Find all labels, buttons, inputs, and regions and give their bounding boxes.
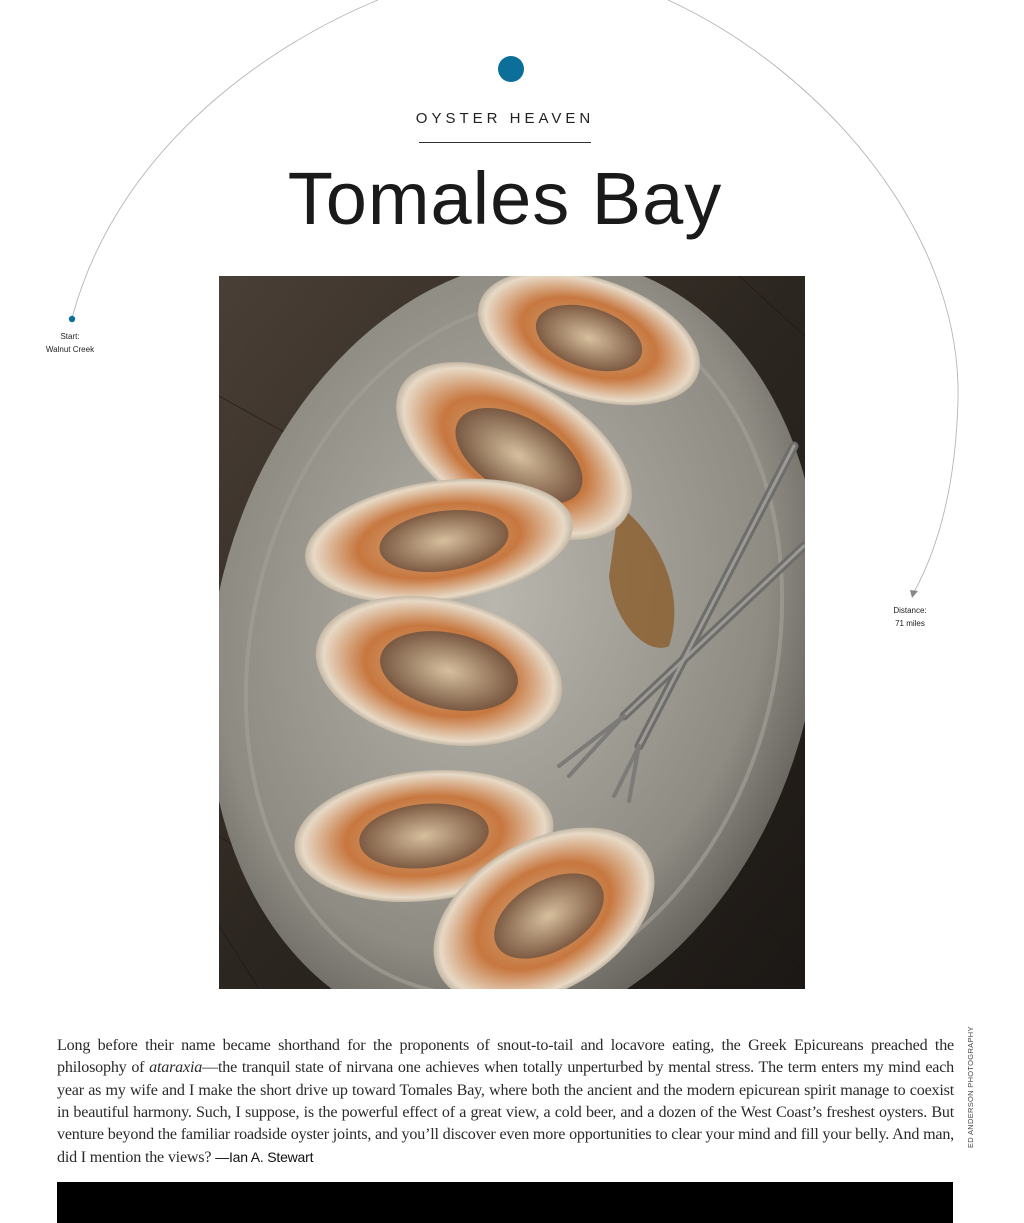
page-title: Tomales Bay bbox=[287, 157, 723, 240]
start-marker bbox=[69, 316, 75, 322]
distance-label: Distance: bbox=[893, 606, 927, 615]
route-start-label bbox=[30, 330, 110, 356]
start-place: Walnut Creek bbox=[45, 345, 95, 354]
section-dot bbox=[498, 56, 524, 82]
article-italic-term: ataraxia bbox=[149, 1059, 203, 1077]
distance-arrow-icon bbox=[910, 590, 918, 598]
kicker-underline bbox=[419, 142, 591, 143]
section-kicker: OYSTER HEAVEN bbox=[415, 110, 595, 127]
article-byline: —Ian A. Stewart bbox=[215, 1149, 314, 1166]
article-body bbox=[57, 1035, 954, 1169]
article-text-part-1: Long before their name became shorthand for the proponents of snout-to-tail and locavore eating, the Greek Epicureans preached the philosophy of bbox=[57, 1037, 954, 1077]
article-text-part-2: —the tranquil state of nirvana one achieves when totally unperturbed by mental stress. The term enters my mind each year as my wife and I make the short drive up toward Tomales Bay, where both the ancient and the modern epicurean spirit manage to coexist in beautiful harmony. Such, I suppose, is the powerful effect of a great view, a cold beer, and a dozen of the West Coast’s freshest oysters. But venture beyond the familiar roadside oyster joints, and you’ll discover even more opportunities to clear your mind and fill your belly. And man, did I mention the views? bbox=[57, 1059, 955, 1167]
photo-credit: ED ANDERSON PHOTOGRAPHY bbox=[966, 1026, 975, 1148]
bottom-bar bbox=[57, 1182, 953, 1223]
route-distance-label bbox=[870, 604, 950, 630]
start-label: Start: bbox=[60, 332, 80, 341]
distance-value: 71 miles bbox=[895, 619, 925, 628]
oyster-photo bbox=[219, 276, 805, 989]
